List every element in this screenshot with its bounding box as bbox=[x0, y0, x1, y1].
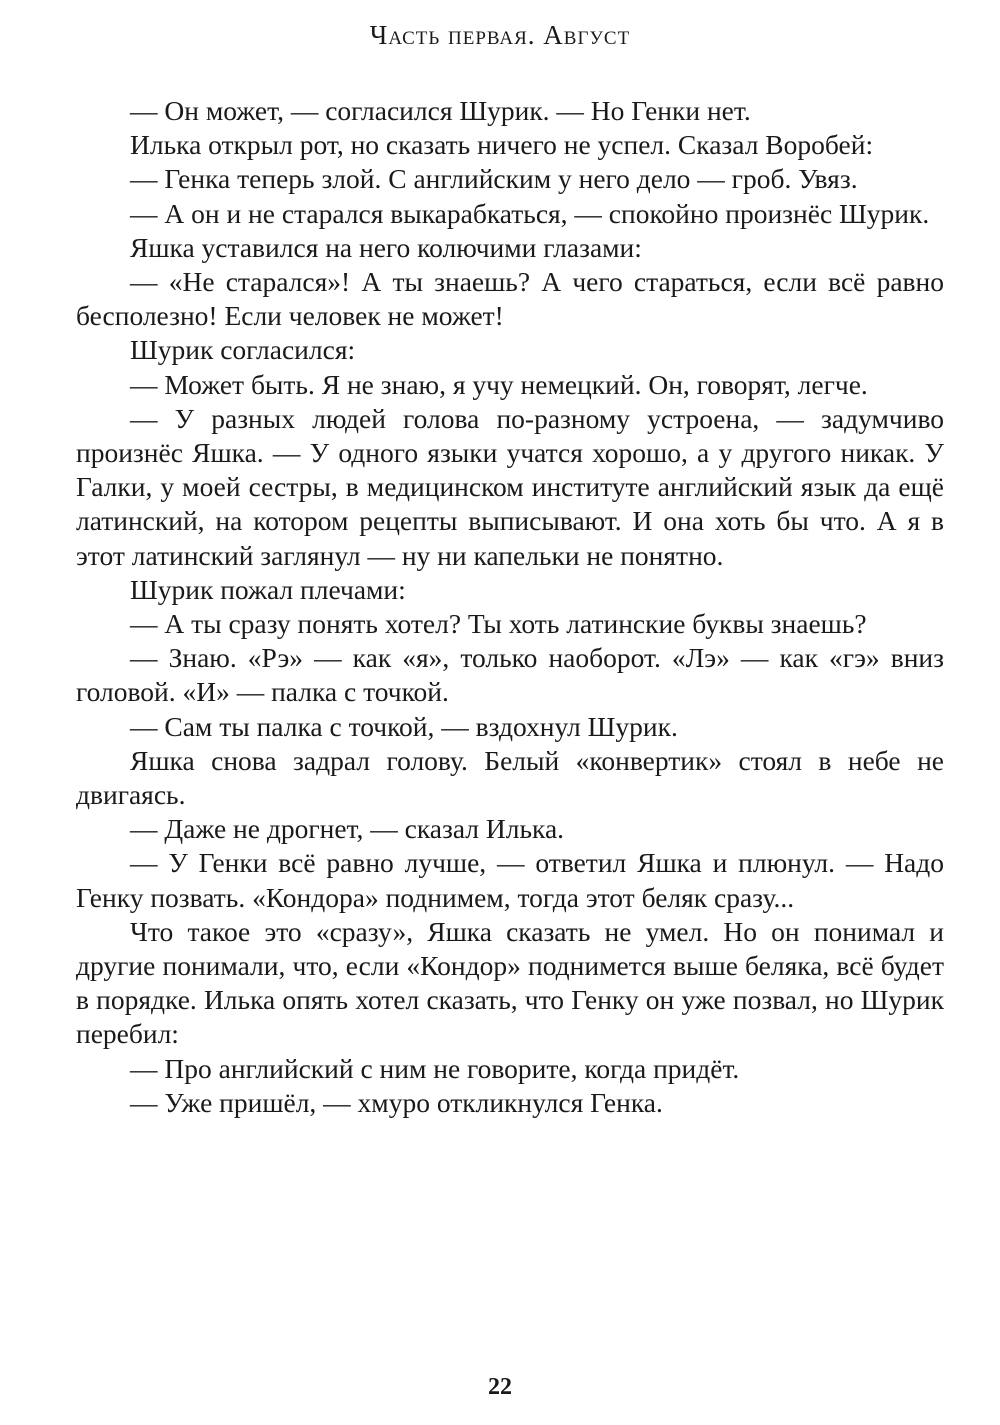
paragraph: — Может быть. Я не знаю, я учу немецкий. Он, говорят, легче. bbox=[130, 368, 868, 400]
paragraph: Яшка уставился на него колючими глазами: bbox=[130, 231, 642, 263]
paragraph: — А он и не старался выкарабкаться, — спокойно произнёс Шурик. bbox=[130, 197, 930, 229]
paragraph: — Генка теперь злой. С английским у него дело — гроб. Увяз. bbox=[130, 163, 858, 195]
paragraph: — Он может, — согласился Шурик. — Но Генки нет. bbox=[130, 95, 751, 126]
paragraph: Яшка снова задрал голову. Белый «конвертик» стоял в небе не двигаясь. bbox=[76, 744, 944, 811]
paragraph: Что такое это «сразу», Яшка сказать не умел. Но он понимал и другие понимали, что, если «Кондор» поднимется выше беляка, всё будет в порядке. Илька опять хотел сказать, что Генку он уже позвал, но Шурик перебил: bbox=[76, 915, 944, 1050]
paragraph: — Уже пришёл, — хмуро откликнулся Генка. bbox=[130, 1086, 663, 1118]
page-number: 22 bbox=[488, 1374, 512, 1400]
paragraph: — Знаю. «Рэ» — как «я», только наоборот. «Лэ» — как «гэ» вниз головой. «И» — палка с точкой. bbox=[76, 642, 944, 708]
paragraph: — Про английский с ним не говорите, когда придёт. bbox=[130, 1052, 740, 1084]
paragraph: — Даже не дрогнет, — сказал Илька. bbox=[130, 813, 565, 845]
paragraph: Шурик пожал плечами: bbox=[130, 573, 406, 605]
paragraph: — У Генки всё равно лучше, — ответил Яшка и плюнул. — Надо Генку позвать. «Кондора» поднимем, тогда этот беляк сразу... bbox=[76, 847, 944, 913]
paragraph: — У разных людей голова по-разному устроена, — задумчиво произнёс Яшка. — У одного языки учатся хорошо, а у другого никак. У Галки, у моей сестры, в медицинском институте английский язык да ещё латинский, на котором рецепты выписывают. И она хоть бы что. А я в этот латинский заглянул — ну ни капельки не понятно. bbox=[76, 402, 944, 571]
paragraph: Илька открыл рот, но сказать ничего не успел. Сказал Воробей: bbox=[130, 129, 874, 161]
paragraph: Шурик согласился: bbox=[130, 334, 356, 366]
paragraph: — А ты сразу понять хотел? Ты хоть латинские буквы знаешь? bbox=[130, 608, 867, 640]
paragraph: — «Не старался»! А ты знаешь? А чего стараться, если всё равно бесполезно! Если человек не может! bbox=[76, 266, 944, 332]
paragraph: — Сам ты палка с точкой, — вздохнул Шурик. bbox=[130, 710, 678, 742]
running-head: Часть первая. Август bbox=[369, 20, 631, 50]
body-text bbox=[76, 94, 944, 1120]
